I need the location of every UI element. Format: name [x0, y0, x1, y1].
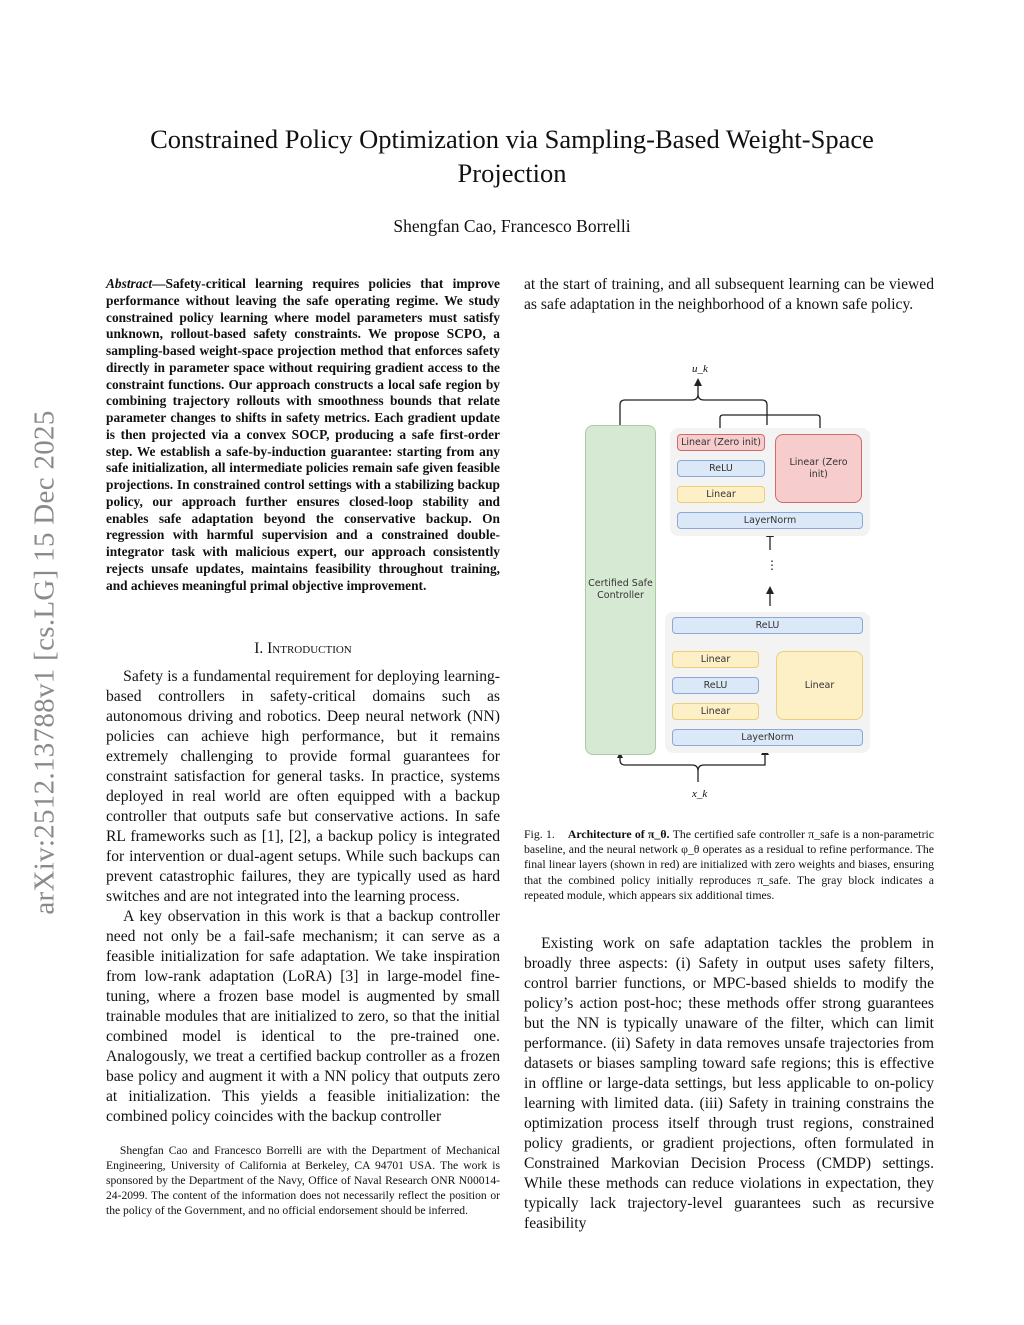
abstract-text: —Safety-critical learning requires policies that improve performance without leaving the safe operating regime. We study constrained policy learning where model parameters must satisfy unknown, rollout-based safety constraints. We propose SCPO, a sampling-based weight-space projection method that enforces safety directly in parameter space without requiring gradient access to the constraint functions. Our approach constructs a local safe region by combining trajectory rollouts with smoothness bounds that relate parameter changes to shifts in safety metrics. Each gradient update is then projected via a convex SOCP, producing a safe first-order step. We establish a safe-by-induction guarantee: starting from any safe initialization, all intermediate policies remain safe given feasible projections. In constrained control settings with a stabilizing backup policy, our approach further ensures closed-loop stability and enables safe adaptation beyond the conservative backup. On regression with harmful supervision and a constrained double-integrator task with malicious expert, our approach consistently rejects unsafe updates, maintains feasibility throughout training, and achieves meaningful primal objective improvement.	[106, 276, 500, 593]
relu-block: ReLU	[672, 677, 759, 694]
linear-side-block: Linear	[776, 651, 863, 720]
caption-text: The certified safe controller π_safe is a non-parametric baseline, and the neural network φ_θ operates as a residual to refine performance. The final linear layers (shown in red) are initialized with zero weights and biases, ensuring that the combined policy initially reproduces π_safe. The gray block indicates a repeated module, which appears six additional times.	[524, 827, 935, 902]
paragraph: at the start of training, and all subsequent learning can be viewed as safe adaptation in the neighborhood of a known safe policy.	[524, 276, 934, 313]
linear-block: Linear	[677, 486, 765, 503]
layernorm-block: LayerNorm	[677, 512, 863, 529]
section-heading: I. Introduction	[254, 640, 352, 657]
linear-zero-init-side-block: Linear (Zero init)	[775, 434, 862, 503]
input-label: x_k	[692, 788, 708, 800]
paragraph: A key observation in this work is that a backup controller need not only be a fail-safe mechanism; it can serve as a feasible initialization for safe adaptation. We take inspiration from low-rank adaptation (LoRA) [3] in large-model fine-tuning, where a frozen base model is augmented by small trainable modules that are initialized to zero, so that the initial combined model is identical to the pre-trained one. Analogously, we treat a certified backup controller as a frozen base policy and augment it with a NN policy that outputs zero at initialization. This yields a feasible initialization: the combined policy coincides with the backup controller	[106, 908, 500, 1125]
relu-block: ReLU	[677, 460, 765, 477]
output-label: u_k	[692, 363, 708, 375]
repeat-dots: ⋮	[766, 558, 778, 572]
certified-safe-controller-block: Certified Safe Controller	[585, 425, 656, 755]
arxiv-watermark: arXiv:2512.13788v1 [cs.LG] 15 Dec 2025	[28, 410, 61, 915]
abstract-label: Abstract	[106, 276, 153, 291]
layernorm-block: LayerNorm	[672, 729, 863, 746]
footnote-text: Shengfan Cao and Francesco Borrelli are with the Department of Mechanical Engineering, University of California at Berkeley, CA 94701 USA. The work is sponsored by the Department of the Navy, Office of Naval Research ONR N00014-24-2099. The content of the information does not necessarily reflect the position or the policy of the Government, and no official endorsement should be inferred.	[106, 1144, 500, 1217]
paragraph: Existing work on safe adaptation tackles the problem in broadly three aspects: (i) Safety in output uses safety filters, control barrier functions, or MPC-based shields to modify the policy’s action post-hoc; these methods offer strong guarantees but the NN is typically unaware of the filter, which can limit performance. (ii) Safety in data removes unsafe trajectories from datasets or biases sampling toward safe regions; this is effective in offline or large-data settings, but less applicable to on-policy learning with limited data. (iii) Safety in training constrains the optimization process itself through trust regions, constrained policy gradients, or gradient projections, often formulated in Constrained Markovian Decision Process (CMDP) settings. While these methods can reduce violations in expectation, they typically lack trajectory-level guarantees such as recursive feasibility	[524, 935, 934, 1232]
relu-block: ReLU	[672, 617, 863, 634]
figure-caption	[524, 827, 934, 903]
right-column-bottom	[524, 934, 934, 1234]
paragraph: Safety is a fundamental requirement for deploying learning-based controllers in safety-critical domains such as autonomous driving and robotics. Deep neural network (NN) policies can achieve high performance, but it remains extremely challenging to provide formal guarantees for constraint satisfaction for general tasks. In practice, systems deployed in real world are often equipped with a backup controller that outputs safe but conservative actions. In safe RL frameworks such as [1], [2], a backup policy is integrated for intervention or dual-agent setups. While such backups can prevent catastrophic failures, they are typically used as hard switches and are not integrated into the learning process.	[106, 668, 500, 905]
authors: Shengfan Cao, Francesco Borrelli	[393, 216, 631, 236]
linear-zero-init-block: Linear (Zero init)	[677, 434, 765, 451]
linear-block: Linear	[672, 651, 759, 668]
caption-label: Fig. 1.	[524, 827, 555, 841]
paper-title: Constrained Policy Optimization via Sampling-Based Weight-Space Projection	[150, 124, 874, 188]
linear-block: Linear	[672, 703, 759, 720]
caption-title: Architecture of π_θ.	[567, 827, 670, 841]
